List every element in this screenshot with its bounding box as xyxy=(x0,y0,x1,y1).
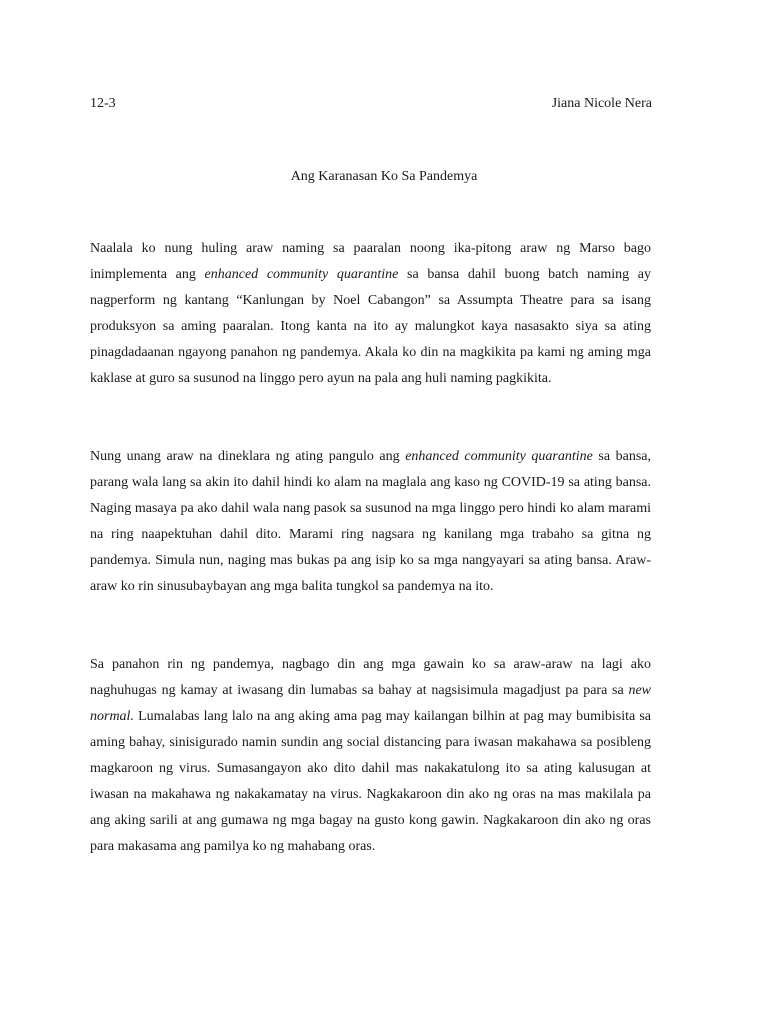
author-name: Jiana Nicole Nera xyxy=(551,96,652,111)
paragraph-2 xyxy=(90,444,651,600)
paragraph-2-text-a: Nung unang araw na dineklara ng ating pangulo ang xyxy=(90,449,406,464)
paragraph-2-text-b: sa bansa, parang wala lang sa akin ito dahil hindi ko alam na maglala ang kaso ng COVID-19 sa ating bansa. Naging masaya pa ako dahil wala nang pasok sa susunod na mga linggo pero hindi ko alam marami na ring naapektuhan dahil dito. Marami ring nagsara ng kanilang mga trabaho sa gitna ng pandemya. Simula nun, naging mas bukas pa ang isip ko sa mga nangyayari sa ating bansa. Araw-araw ko rin sinusubaybayan ang mga balita tungkol sa pandemya na ito. xyxy=(90,449,651,594)
section-label: 12-3 xyxy=(90,96,116,111)
paragraph-3 xyxy=(90,652,651,860)
paragraph-1-text-a: Naalala ko nung huling araw naming sa paaralan noong ika-pitong araw ng Marso bago inimplementa ang xyxy=(90,241,651,282)
essay-title: Ang Karanasan Ko Sa Pandemya xyxy=(290,169,478,184)
paragraph-3-italic: new normal. xyxy=(90,683,651,724)
paragraph-3-text-b: Lumalabas lang lalo na ang aking ama pag may kailangan bilhin at pag may bumibisita sa aming bahay, sinisigurado namin sundin ang social distancing para iwasan makahawa sa posibleng magkaroon ng virus. Sumasangayon ako dito dahil mas nakakatulong ito sa ating kalusugan at iwasan na makahawa ng nakakamatay na virus. Nagkakaroon din ako ng oras na mas makilala pa ang aking sarili at ang gumawa ng mga bagay na gusto kong gawin. Nagkakaroon din ako ng oras para makasama ang pamilya ko ng mahabang oras. xyxy=(90,709,651,854)
paragraph-1 xyxy=(90,236,651,392)
paragraph-3-text-a: Sa panahon rin ng pandemya, nagbago din ang mga gawain ko sa araw-araw na lagi ako naghuhugas ng kamay at iwasang din lumabas sa bahay at nagsisimula magadjust pa para sa xyxy=(90,657,651,698)
paragraph-1-text-b: sa bansa dahil buong batch naming ay nagperform ng kantang “Kanlungan by Noel Cabangon” sa Assumpta Theatre para sa isang produksyon sa aming paaralan. Itong kanta na ito ay malungkot kaya nasasakto siya sa ating pinagdadaanan ngayong panahon ng pandemya. Akala ko din na magkikita pa kami ng aming mga kaklase at guro sa susunod na linggo pero ayun na pala ang huli naming pagkikita. xyxy=(90,267,651,386)
paragraph-1-italic: enhanced community quarantine xyxy=(204,267,399,282)
paragraph-2-italic: enhanced community quarantine xyxy=(405,449,593,464)
